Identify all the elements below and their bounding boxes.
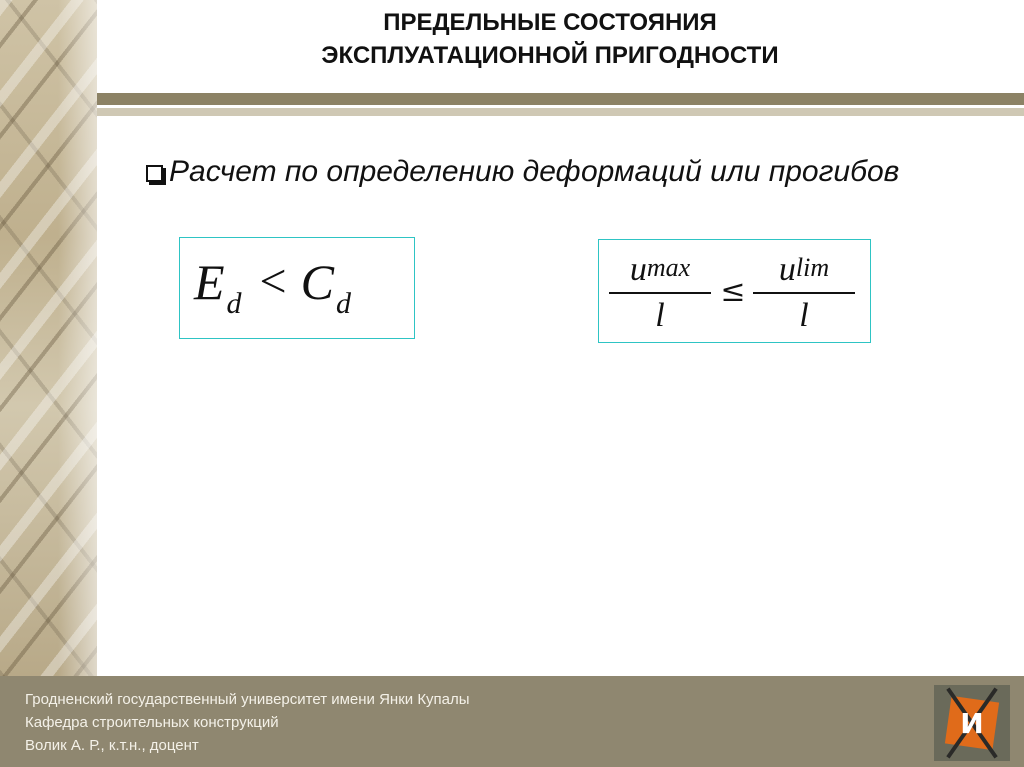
title-divider-dark (97, 93, 1024, 105)
footer (0, 676, 1024, 767)
footer-university: Гродненский государственный университет имени Янки Купалы (25, 691, 470, 708)
checkbox-bullet-icon (146, 165, 163, 182)
formula-less-equal: ≤ (720, 274, 746, 309)
university-logo (934, 685, 1010, 761)
fraction-bar (609, 292, 711, 294)
formula-box-inequality (179, 237, 415, 339)
formula-c-sub: d (335, 287, 351, 320)
footer-author: Волик А. Р., к.т.н., доцент (25, 737, 199, 754)
bullet-item (146, 150, 899, 194)
formula-e: E (194, 254, 225, 310)
formula-inequality (194, 252, 351, 320)
numerator-sub-max: max (646, 253, 691, 282)
footer-text (25, 688, 470, 757)
slide-title (97, 6, 1003, 72)
title-line-2: ЭКСПЛУАТАЦИОННОЙ ПРИГОДНОСТИ (321, 42, 779, 69)
formula-c: C (300, 254, 334, 310)
fraction-umax-over-l (605, 252, 715, 334)
fraction-numerator (749, 252, 859, 290)
fraction-denominator: l (799, 297, 809, 334)
formula-box-deflection (598, 239, 871, 343)
title-divider-light (97, 108, 1024, 116)
numerator-u: u (778, 251, 796, 288)
logo-letter: И (960, 707, 984, 740)
formula-less-than: < (259, 255, 287, 308)
formula-e-sub: d (226, 287, 242, 320)
numerator-u: u (629, 251, 647, 288)
bullet-text: Расчет по определению деформаций или прогибов (169, 155, 900, 188)
fraction-denominator: l (655, 297, 665, 334)
fraction-numerator (605, 252, 715, 290)
numerator-sub-lim: lim (795, 253, 830, 282)
decorative-photo-strip (0, 0, 97, 676)
fraction-bar (753, 292, 855, 294)
footer-department: Кафедра строительных конструкций (25, 714, 279, 731)
title-line-1: ПРЕДЕЛЬНЫЕ СОСТОЯНИЯ (383, 9, 717, 36)
fraction-ulim-over-l (749, 252, 859, 334)
